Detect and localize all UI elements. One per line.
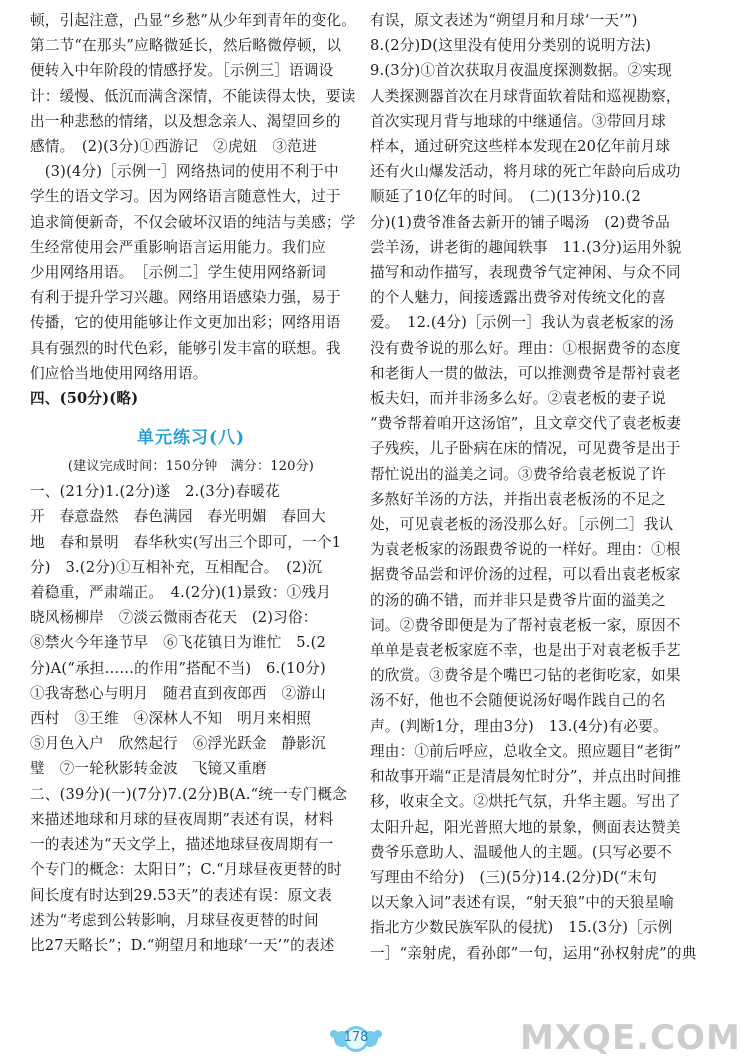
text-line: 分)(1)费爷准备去新开的铺子喝汤 (2)费爷品 [370, 213, 670, 231]
text-line: 第二节“在那头”应略微延长，然后略微停顿，以 [30, 37, 342, 55]
text-line: 板夫妇，而并非汤多么好。②袁老板的妻子说 [370, 390, 666, 408]
answer-paragraph-part-one [30, 479, 352, 781]
text-line: 9.(3分)①首次获取月夜温度探测数据。②实现 [370, 62, 672, 80]
page-number [322, 1024, 390, 1054]
text-line: 璧 ⑦一轮秋影转金波 飞镜又重磨 [30, 760, 267, 778]
text-line: 和老街人一贯的做法，可以推测费爷是帮衬袁老 [370, 364, 681, 382]
text-line: 一］“亲射虎，看孙郎”一句，运用“孙权射虎”的典 [370, 944, 697, 962]
answer-paragraph-right [370, 8, 697, 966]
text-line: 四、(50分)(略) [30, 390, 139, 408]
text-line: 的欣赏。③费爷是个嘴巴刁钻的老街吃家，如果 [370, 667, 681, 685]
text-line: 述为“考虑到公转影响，月球昼夜更替的时间 [30, 911, 319, 929]
text-line: 们应恰当地使用网络用语。 [30, 364, 208, 382]
text-line: 太阳升起，阳光普照大地的景象，侧面表达赞美 [370, 818, 681, 836]
text-line: 追求简便新奇，不仅会破坏汉语的纯洁与美感；学 [30, 213, 356, 231]
text-line: 西村 ③王维 ④深林人不知 明月来相照 [30, 710, 312, 728]
text-line: 处，可见袁老板的汤没那么好。［示例二］我认 [370, 516, 674, 534]
text-line: ⑤月色入户 欣然起行 ⑥浮光跃金 静影沉 [30, 735, 326, 753]
text-line: 便转入中年阶段的情感抒发。［示例三］语调设 [30, 62, 334, 80]
text-line: 间长度有时达到29.53天”的表述有误：原文表 [30, 886, 332, 904]
text-line: 传播，它的使用能够让作文更加出彩；网络用语 [30, 314, 341, 332]
answer-paragraph-internet-words [30, 159, 356, 386]
text-line: 计：缓慢、低沉而满含深情，不能读得太快，要读 [30, 87, 356, 105]
text-line: 有误，原文表述为“朔望月和月球‘一天’”) [370, 12, 638, 29]
text-line: 一的表述为“天文学上，描述地球昼夜周期有一 [30, 836, 334, 854]
text-line: ⑧禁火今年逢节早 ⑥飞花镇日为谁忙 5.(2 [30, 634, 326, 652]
text-line: 生经常使用会严重影响语言运用能力。我们应 [30, 238, 326, 256]
text-line: 分) 3.(2分)①互相补充，互相配合。 (2)沉 [30, 558, 323, 576]
text-line: 8.(2分)D(这里没有使用分类别的说明方法) [370, 37, 652, 55]
text-line: 和故事开端“正是清晨匆忙时分”，并点出时间推 [370, 768, 682, 786]
text-line: 的汤的确不错，而并非只是费爷片面的溢美之 [370, 591, 666, 609]
right-column [370, 8, 697, 966]
text-line: 分)A(“承担……的作用”搭配不当) 6.(10分) [30, 659, 326, 677]
text-line: 来描述地球和月球的昼夜周期”表述有误，材料 [30, 810, 334, 828]
text-line: 人类探测器首次在月球背面软着陆和巡视勘察， [370, 87, 681, 105]
answer-paragraph-part-two [30, 782, 352, 958]
watermark-logo: MXQE.COM [520, 1018, 741, 1058]
text-line: 费爷乐意助人、温暖他人的主题。(只写必要不 [370, 843, 672, 861]
text-line: 汤不好，他也不会随便说汤好喝作践自己的名 [370, 692, 666, 710]
text-line: 个专门的概念：太阳日”；C.“月球昼夜更替的时 [30, 861, 343, 879]
text-line: 二、(39分)(一)(7分)7.(2分)B(A.“统一专门概念 [30, 785, 347, 803]
text-line: 一、(21分)1.(2分)遂 2.(3分)春暖花 [30, 483, 280, 501]
text-line: 首次实现月背与地球的中继通信。③带回月球 [370, 112, 666, 130]
text-line: “费爷帮着咱开这汤馆”，且文章交代了袁老板妻 [370, 415, 682, 433]
text-line: 学生的语文学习。因为网络语言随意性大，过于 [30, 188, 341, 206]
text-line: 感情。 (2)(3分)①西游记 ②虎妞 ③范进 [30, 138, 317, 156]
text-line: 出一种悲愁的情绪，以及想念亲人、渴望回乡的 [30, 112, 341, 130]
text-line: 地 春和景明 春华秋实(写出三个即可，一个1 [30, 533, 342, 551]
text-line: 尝羊汤，讲老街的趣闻轶事 11.(3分)运用外貌 [370, 238, 682, 256]
text-line: 声。(判断1分，理由3分) 13.(4分)有必要。 [370, 717, 668, 735]
text-line: 移，收束全文。②烘托气氛，升华主题。写出了 [370, 793, 681, 811]
text-line: ①我寄愁心与明月 随君直到夜郎西 ②游山 [30, 684, 326, 702]
text-line: 为袁老板家的汤跟费爷说的一样好。理由：①根 [370, 541, 681, 559]
text-line: 晓风杨柳岸 ⑦淡云微雨杏花天 (2)习俗： [30, 609, 318, 627]
text-line: 开 春意盎然 春色满园 春光明媚 春回大 [30, 508, 326, 526]
text-line: 多熬好羊汤的方法，并指出袁老板汤的不足之 [370, 490, 666, 508]
text-line: 爱。 12.(4分)［示例一］我认为袁老板家的汤 [370, 314, 675, 332]
text-line: 以天象入词”表述有误，“射天狼”中的天狼星喻 [370, 894, 675, 912]
text-line: 据费爷品尝和评价汤的过程，可以看出袁老板家 [370, 566, 681, 584]
text-line: 着稳重，严肃端正。 4.(2分)(1)景致：①残月 [30, 584, 332, 602]
text-line: 还有火山爆发活动，将月球的死亡年龄向后成功 [370, 163, 681, 181]
text-line: (3)(4分)［示例一］网络热词的使用不利于中 [30, 163, 339, 181]
text-line: 顺延了10亿年的时间。 (二)(13分)10.(2 [370, 188, 641, 206]
answer-paragraph-recitation [30, 8, 356, 159]
left-column [30, 8, 356, 958]
unit-meta: (建议完成时间：150分钟 满分：120分) [67, 459, 315, 475]
text-line: 子残疾，儿子卧病在床的情况，可见费爷是出于 [370, 440, 681, 458]
text-line: 描写和动作描写，表现费爷气定神闲、与众不同 [370, 264, 681, 282]
section-four-heading [30, 386, 352, 411]
text-line: 少用网络用语。 ［示例二］学生使用网络新词 [30, 264, 327, 282]
text-line: 没有费爷说的那么好。理由：①根据费爷的态度 [370, 339, 681, 357]
text-line: 样本，通过研究这些样本发现在20亿年前月球 [370, 138, 671, 156]
text-line: 顿，引起注意，凸显“乡愁”从少年到青年的变化。 [30, 12, 356, 29]
page-number-text: 178 [343, 1030, 369, 1045]
text-line: 指北方少数民族军队的侵扰) 15.(3分)［示例 [370, 919, 673, 937]
text-line: 具有强烈的时代色彩，能够引发丰富的联想。我 [30, 339, 341, 357]
text-line: 词。②费爷即便是为了帮衬袁老板一家，原因不 [370, 616, 681, 634]
text-line: 单单是袁老板家庭不幸，也是出于对袁老板手艺 [370, 642, 681, 660]
text-line: 理由：①前后呼应，总收全文。照应题目“老街” [370, 742, 682, 760]
text-line: 有利于提升学习兴趣。网络用语感染力强，易于 [30, 289, 341, 307]
unit-title: 单元练习(八) [136, 428, 246, 449]
text-line: 比27天略长”；D.“朔望月和地球‘一天’”的表述 [30, 936, 335, 954]
text-line: 帮忙说出的溢美之词。③费爷给袁老板说了许 [370, 465, 666, 483]
text-line: 的个人魅力，间接透露出费爷对传统文化的喜 [370, 289, 666, 307]
text-line: 写理由不给分) (三)(5分)14.(2分)D(“末句 [370, 868, 658, 886]
